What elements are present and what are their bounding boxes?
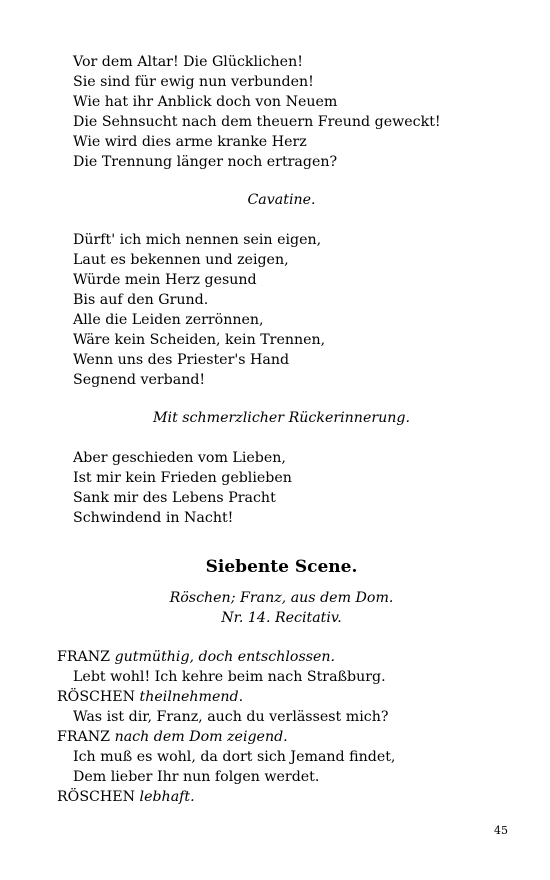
verse-line: Vor dem Altar! Die Glücklichen! bbox=[73, 54, 303, 70]
verse-line: Bis auf den Grund. bbox=[73, 292, 209, 308]
verse-line: Ist mir kein Frieden geblieben bbox=[73, 470, 292, 486]
scene-cast: Röschen; Franz, aus dem Dom. bbox=[169, 590, 394, 606]
verse-line: Wie hat ihr Anblick doch von Neuem bbox=[73, 94, 338, 110]
speaker-name: RÖSCHEN bbox=[57, 789, 136, 805]
speaker-entry bbox=[57, 687, 395, 707]
verse-line: Die Sehnsucht nach dem theuern Freund geweckt! bbox=[73, 114, 441, 130]
speaker-name: FRANZ bbox=[57, 649, 111, 665]
heading-cavatine: Cavatine. bbox=[247, 192, 316, 208]
verse-line: Laut es bekennen und zeigen, bbox=[73, 252, 289, 268]
speaker-entry bbox=[57, 727, 395, 747]
speaker-entry bbox=[57, 787, 395, 807]
stage-direction: theilnehmend. bbox=[139, 689, 244, 705]
verse-line: Wäre kein Scheiden, kein Trennen, bbox=[73, 332, 326, 348]
speaker-entry bbox=[57, 647, 395, 667]
verse-line: Dürft' ich mich nennen sein eigen, bbox=[73, 232, 322, 248]
stage-direction: nach dem Dom zeigend. bbox=[114, 729, 288, 745]
dialogue-block bbox=[57, 647, 395, 807]
stage-direction: lebhaft. bbox=[139, 789, 195, 805]
verse-line: Sie sind für ewig nun verbunden! bbox=[73, 74, 314, 90]
stanza-3 bbox=[73, 448, 292, 528]
speaker-name: RÖSCHEN bbox=[57, 689, 136, 705]
verse-line: Wenn uns des Priester's Hand bbox=[73, 352, 290, 368]
speech-line: Ich muß es wohl, da dort sich Jemand findet, bbox=[73, 749, 396, 765]
verse-line: Wie wird dies arme kranke Herz bbox=[73, 134, 307, 150]
verse-line: Aber geschieden vom Lieben, bbox=[73, 450, 286, 466]
scene-title: Siebente Scene. bbox=[205, 557, 358, 577]
verse-line: Segnend verband! bbox=[73, 372, 206, 388]
speech-line: Lebt wohl! Ich kehre beim nach Straßburg. bbox=[73, 669, 386, 685]
speaker-name: FRANZ bbox=[57, 729, 111, 745]
scene-number: Nr. 14. Recitativ. bbox=[221, 610, 342, 626]
verse-line: Sank mir des Lebens Pracht bbox=[73, 490, 276, 506]
page-number: 45 bbox=[494, 824, 508, 837]
speech-line: Was ist dir, Franz, auch du verlässest mich? bbox=[73, 709, 389, 725]
heading-rueckerinnerung: Mit schmerzlicher Rückerinnerung. bbox=[153, 410, 410, 426]
verse-line: Würde mein Herz gesund bbox=[73, 272, 257, 288]
stanza-1 bbox=[73, 52, 441, 172]
verse-line: Schwindend in Nacht! bbox=[73, 510, 234, 526]
stage-direction: gutmüthig, doch entschlossen. bbox=[114, 649, 336, 665]
speech-line: Dem lieber Ihr nun folgen werdet. bbox=[73, 769, 320, 785]
verse-line: Die Trennung länger noch ertragen? bbox=[73, 154, 338, 170]
stanza-2 bbox=[73, 230, 325, 390]
verse-line: Alle die Leiden zerrönnen, bbox=[73, 312, 264, 328]
